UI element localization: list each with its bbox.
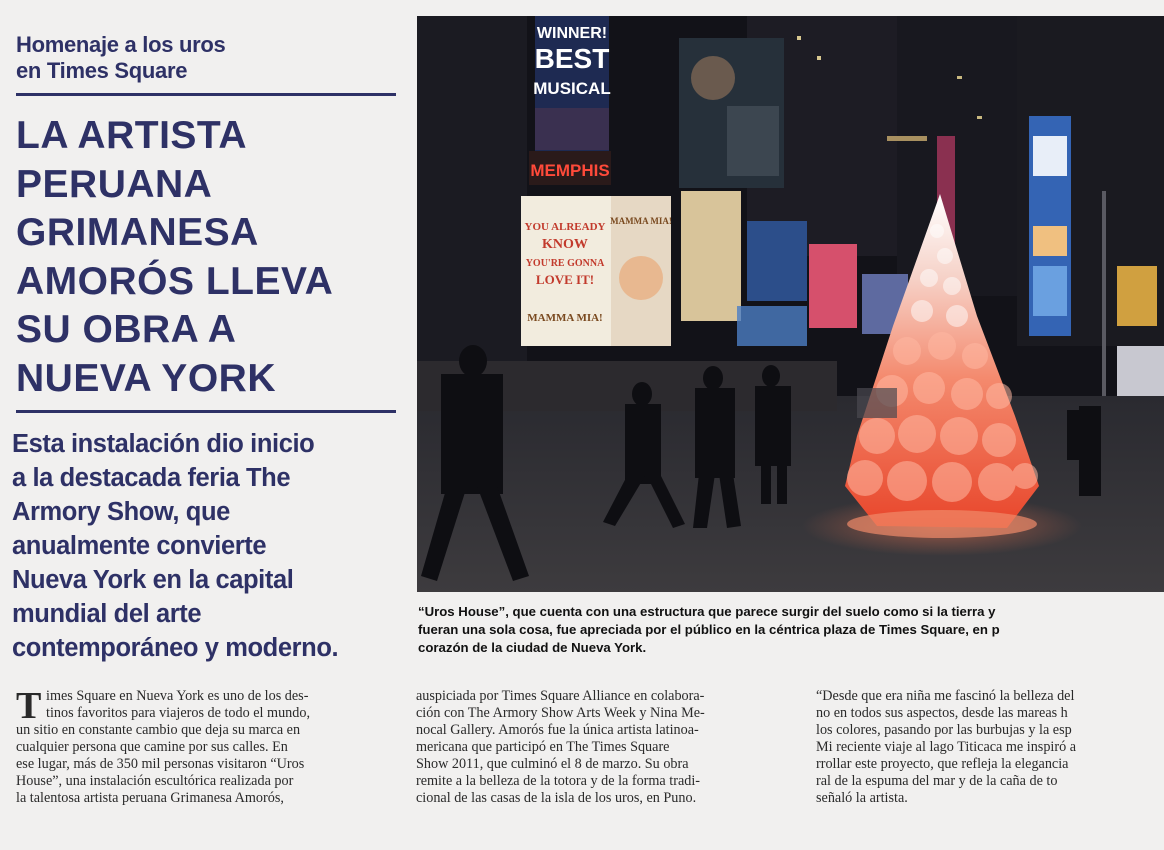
headline-line: NUEVA YORK <box>16 356 276 400</box>
sign-mamma-6: MAMMA MIA! <box>610 216 672 226</box>
body-line: señaló la artista. <box>816 790 908 806</box>
deck-line: Esta instalación dio inicio <box>12 430 315 458</box>
sign-mamma-5: MAMMA MIA! <box>527 312 603 324</box>
sign-memphis: MEMPHIS <box>530 161 610 180</box>
caption-line: “Uros House”, que cuenta con una estructura que parece surgir del suelo como si la tierra y <box>418 604 996 619</box>
photo-caption <box>418 603 1164 657</box>
deck <box>12 427 407 665</box>
caption-line: corazón de la ciudad de Nueva York. <box>418 640 647 655</box>
deck-line: contemporáneo y moderno. <box>12 634 339 662</box>
sign-musical: MUSICAL <box>533 79 611 98</box>
headline-line: SU OBRA A <box>16 308 237 351</box>
body-line: Mi reciente viaje al lago Titicaca me inspiró a <box>816 739 1077 755</box>
deck-line: Nueva York en la capital <box>12 566 294 594</box>
sign-mamma-2: KNOW <box>542 237 588 252</box>
body-line: ción con The Armory Show Arts Week y Nina Me- <box>416 705 705 721</box>
body-column-3 <box>816 688 1164 828</box>
headline-line: PERUANA <box>16 162 213 206</box>
body-line: House”, una instalación escultórica realizada por <box>16 773 294 789</box>
body-line: no en todos sus aspectos, desde las mareas h <box>816 705 1068 721</box>
body-column-1 <box>16 688 391 828</box>
headline-line: GRIMANESA <box>16 211 259 254</box>
body-line: ese lugar, más de 350 mil personas visitaron “Uros <box>16 756 305 772</box>
body-line: remite a la belleza de la totora y de la forma tradi- <box>416 773 700 789</box>
body-line: nocal Gallery. Amorós fue la única artista latinoa- <box>416 722 699 738</box>
kicker-line-2: en Times Square <box>16 58 188 83</box>
body-line: tinos favoritos para viajeros de todo el mundo, <box>46 705 310 721</box>
kicker <box>16 32 396 84</box>
body-line: ral de la espuma del mar y de la caña de to <box>816 773 1058 789</box>
body-line: cional de las casas de la isla de los uros, en Puno. <box>416 790 697 806</box>
deck-line: anualmente convierte <box>12 532 267 560</box>
kicker-line-1: Homenaje a los uros <box>16 32 226 57</box>
headline-rule <box>16 410 396 413</box>
headline <box>16 112 406 403</box>
body-column-2 <box>416 688 786 828</box>
headline-line: AMORÓS LLEVA <box>16 259 334 303</box>
body-line: imes Square en Nueva York es uno de los des- <box>46 688 309 704</box>
headline-line: LA ARTISTA <box>16 114 248 157</box>
deck-line: mundial del arte <box>12 600 202 628</box>
body-line: “Desde que era niña me fascinó la belleza del <box>816 688 1075 704</box>
sign-winner: WINNER! <box>536 25 608 42</box>
sign-mamma-4: LOVE IT! <box>535 272 595 287</box>
body-line: la talentosa artista peruana Grimanesa Amorós, <box>16 790 284 806</box>
sign-best: BEST <box>534 43 610 74</box>
drop-cap: T <box>16 688 42 727</box>
times-square-photo <box>417 16 1164 592</box>
caption-line: fueran una sola cosa, fue apreciada por el público en la céntrica plaza de Times Square, en p <box>418 622 1000 637</box>
body-line: cualquier persona que camine por sus calles. En <box>16 739 288 755</box>
body-line: rrollar este proyecto, que refleja la elegancia <box>816 756 1069 772</box>
body-line: mericana que participó en The Times Square <box>416 739 670 755</box>
body-line: un sitio en constante cambio que deja su marca en <box>16 722 301 738</box>
body-line: Show 2011, que culminó el 8 de marzo. Su obra <box>416 756 689 772</box>
body-line: los colores, pasando por las burbujas y la esp <box>816 722 1072 738</box>
sign-mamma-1: YOU ALREADY <box>524 221 606 233</box>
deck-line: a la destacada feria The <box>12 464 291 492</box>
body-line: auspiciada por Times Square Alliance en colabora- <box>416 688 705 704</box>
deck-line: Armory Show, que <box>12 498 230 526</box>
sign-mamma-3: YOU'RE GONNA <box>525 258 605 269</box>
top-rule <box>16 93 396 96</box>
